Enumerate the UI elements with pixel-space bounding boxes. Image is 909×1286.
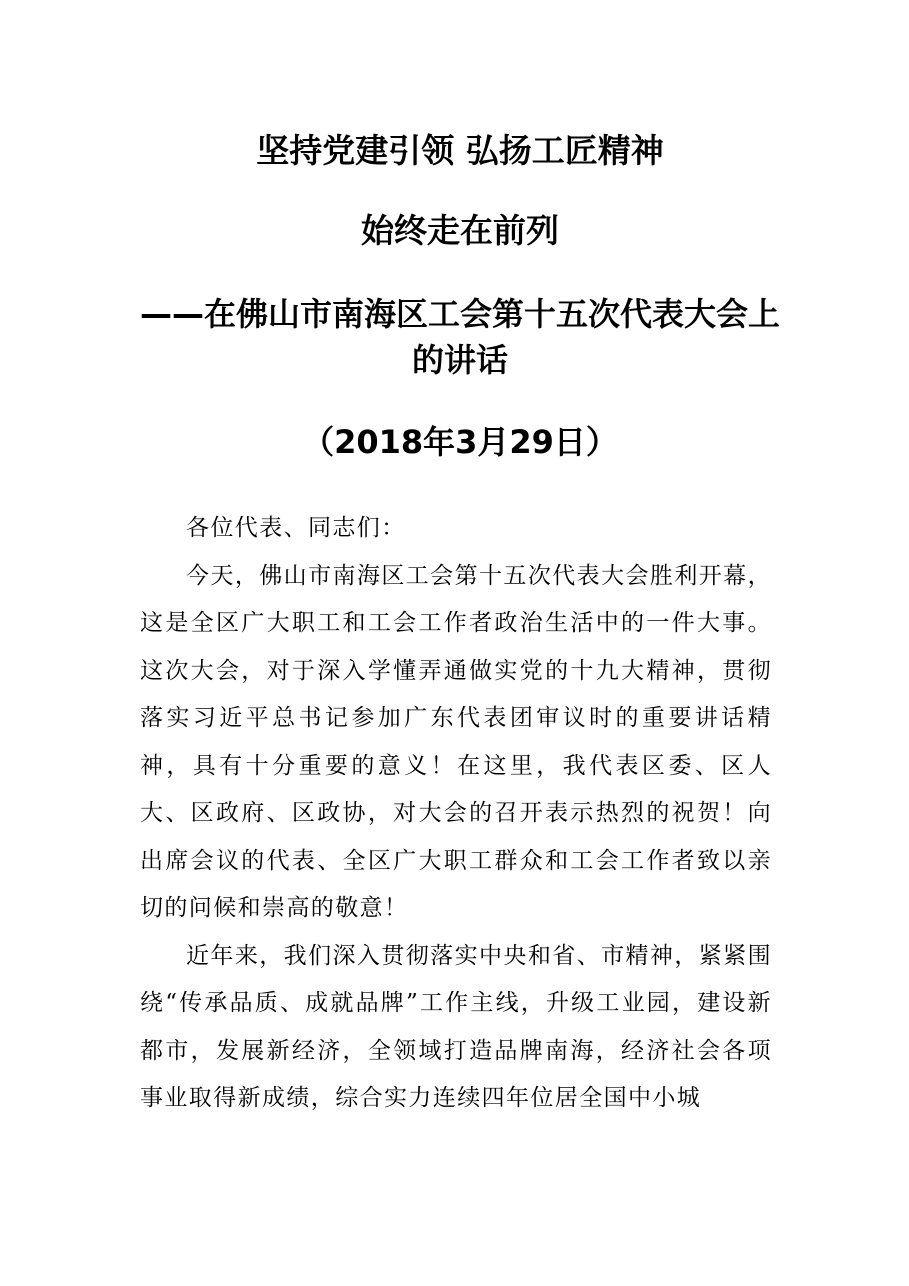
- salutation-paragraph: 各位代表、同志们：: [186, 515, 406, 541]
- speech-date: （2018年3月29日）: [302, 423, 618, 461]
- title-line-2: 始终走在前列: [361, 211, 559, 250]
- body-text: [140, 505, 772, 1123]
- speech-subtitle: ——在佛山市南海区工会第十五次代表大会上的讲话: [139, 295, 780, 379]
- body-paragraph: 近年来，我们深入贯彻落实中央和省、市精神，紧紧围绕“传承品质、成就品牌”工作主线，升级工业园，建设新都市，发展新经济，全领域打造品牌南海，经济社会各项事业取得新成绩，综合实力连续四年位居全国中小城: [140, 942, 772, 1111]
- title-line-1: 坚持党建引领 弘扬工匠精神: [256, 131, 664, 170]
- body-paragraph: 今天，佛山市南海区工会第十五次代表大会胜利开幕，这是全区广大职工和工会工作者政治生活中的一件大事。这次大会，对于深入学懂弄通做实党的十九大精神，贯彻落实习近平总书记参加广东代表团审议时的重要讲话精神，具有十分重要的意义！在这里，我代表区委、区人大、区政府、区政协，对大会的召开表示热烈的祝贺！向出席会议的代表、全区广大职工群众和工会工作者致以亲切的问候和崇高的敬意！: [140, 562, 772, 921]
